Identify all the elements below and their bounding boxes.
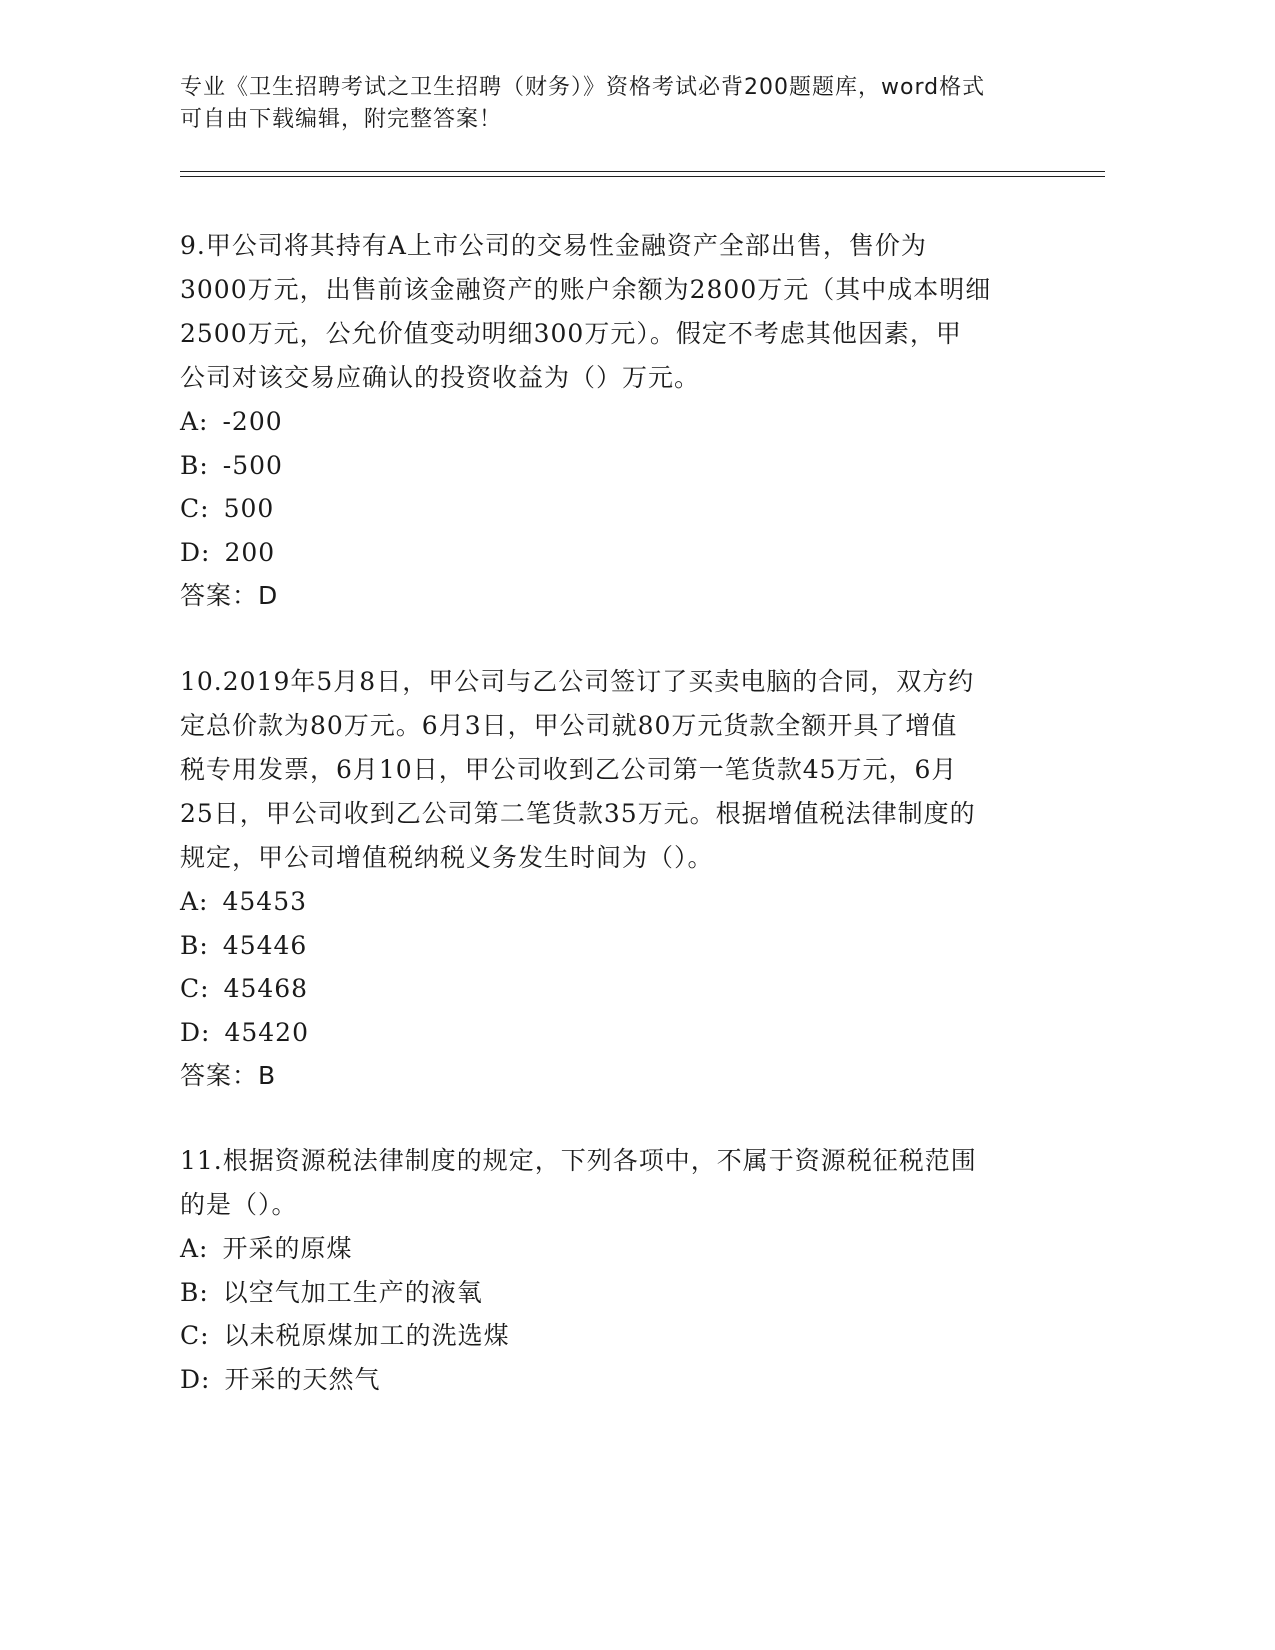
option-b xyxy=(180,1271,1040,1315)
option-c xyxy=(180,487,1040,531)
stem-line: 的是（）。 xyxy=(180,1190,298,1219)
option-key: D: xyxy=(180,537,211,567)
option-a xyxy=(180,880,1040,924)
option-text: 以空气加工生产的液氧 xyxy=(222,1277,483,1307)
answer: 答案：B xyxy=(180,1061,277,1090)
option-text: -200 xyxy=(222,407,283,436)
option-list xyxy=(180,400,1040,574)
option-list xyxy=(180,1227,1040,1401)
stem-line: 2500万元，公允价值变动明细300万元）。假定不考虑其他因素，甲 xyxy=(180,319,962,348)
answer: 答案：D xyxy=(180,581,279,610)
header-divider-bottom xyxy=(180,176,1105,177)
option-text: 45468 xyxy=(223,974,309,1003)
option-key: C: xyxy=(180,494,210,523)
option-d xyxy=(180,1358,1040,1402)
option-text: 45420 xyxy=(224,1017,309,1047)
question-11 xyxy=(180,1139,1040,1401)
option-d xyxy=(180,1011,1040,1055)
stem-line: 规定，甲公司增值税纳税义务发生时间为（）。 xyxy=(180,843,714,872)
option-d xyxy=(180,531,1040,575)
option-a xyxy=(180,1227,1040,1271)
stem-line: 9.甲公司将其持有A上市公司的交易性金融资产全部出售，售价为 xyxy=(180,231,927,260)
option-text: 45453 xyxy=(222,887,308,916)
question-stem xyxy=(180,660,1040,880)
document-header xyxy=(180,72,1060,136)
stem-line: 25日，甲公司收到乙公司第二笔货款35万元。根据增值税法律制度的 xyxy=(180,799,976,828)
option-key: C: xyxy=(180,974,210,1003)
option-text: 200 xyxy=(224,537,276,567)
question-stem xyxy=(180,224,1040,400)
option-text: 开采的原煤 xyxy=(222,1234,353,1263)
option-key: C: xyxy=(180,1321,210,1350)
stem-line: 10.2019年5月8日，甲公司与乙公司签订了买卖电脑的合同，双方约 xyxy=(180,667,975,696)
option-key: D: xyxy=(180,1364,211,1394)
stem-line: 定总价款为80万元。6月3日，甲公司就80万元货款全额开具了增值 xyxy=(180,711,958,740)
option-text: 以未税原煤加工的洗选煤 xyxy=(223,1321,510,1350)
option-key: A: xyxy=(180,407,209,436)
stem-line: 公司对该交易应确认的投资收益为（）万元。 xyxy=(180,363,701,392)
question-stem xyxy=(180,1139,1040,1227)
question-10 xyxy=(180,660,1040,1098)
option-key: B: xyxy=(180,1277,209,1307)
option-a xyxy=(180,400,1040,444)
option-key: A: xyxy=(180,887,209,916)
option-key: B: xyxy=(180,930,209,960)
question-9 xyxy=(180,224,1040,618)
header-title-line-1: 专业《卫生招聘考试之卫生招聘（财务）》资格考试必背200题题库，word格式 xyxy=(180,75,986,100)
option-text: 开采的天然气 xyxy=(224,1364,381,1394)
stem-line: 11.根据资源税法律制度的规定，下列各项中，不属于资源税征税范围 xyxy=(180,1146,977,1175)
header-title-line-2: 可自由下载编辑，附完整答案！ xyxy=(180,107,503,132)
header-divider-top xyxy=(180,171,1105,172)
option-key: A: xyxy=(180,1234,209,1263)
option-c xyxy=(180,1314,1040,1358)
option-text: -500 xyxy=(222,450,283,480)
option-list xyxy=(180,880,1040,1054)
stem-line: 税专用发票，6月10日，甲公司收到乙公司第一笔货款45万元，6月 xyxy=(180,755,958,784)
option-key: B: xyxy=(180,450,209,480)
option-text: 45446 xyxy=(222,930,308,960)
option-b xyxy=(180,924,1040,968)
stem-line: 3000万元，出售前该金融资产的账户余额为2800万元（其中成本明细 xyxy=(180,275,992,304)
option-c xyxy=(180,967,1040,1011)
option-key: D: xyxy=(180,1017,211,1047)
option-b xyxy=(180,444,1040,488)
option-text: 500 xyxy=(223,494,275,523)
